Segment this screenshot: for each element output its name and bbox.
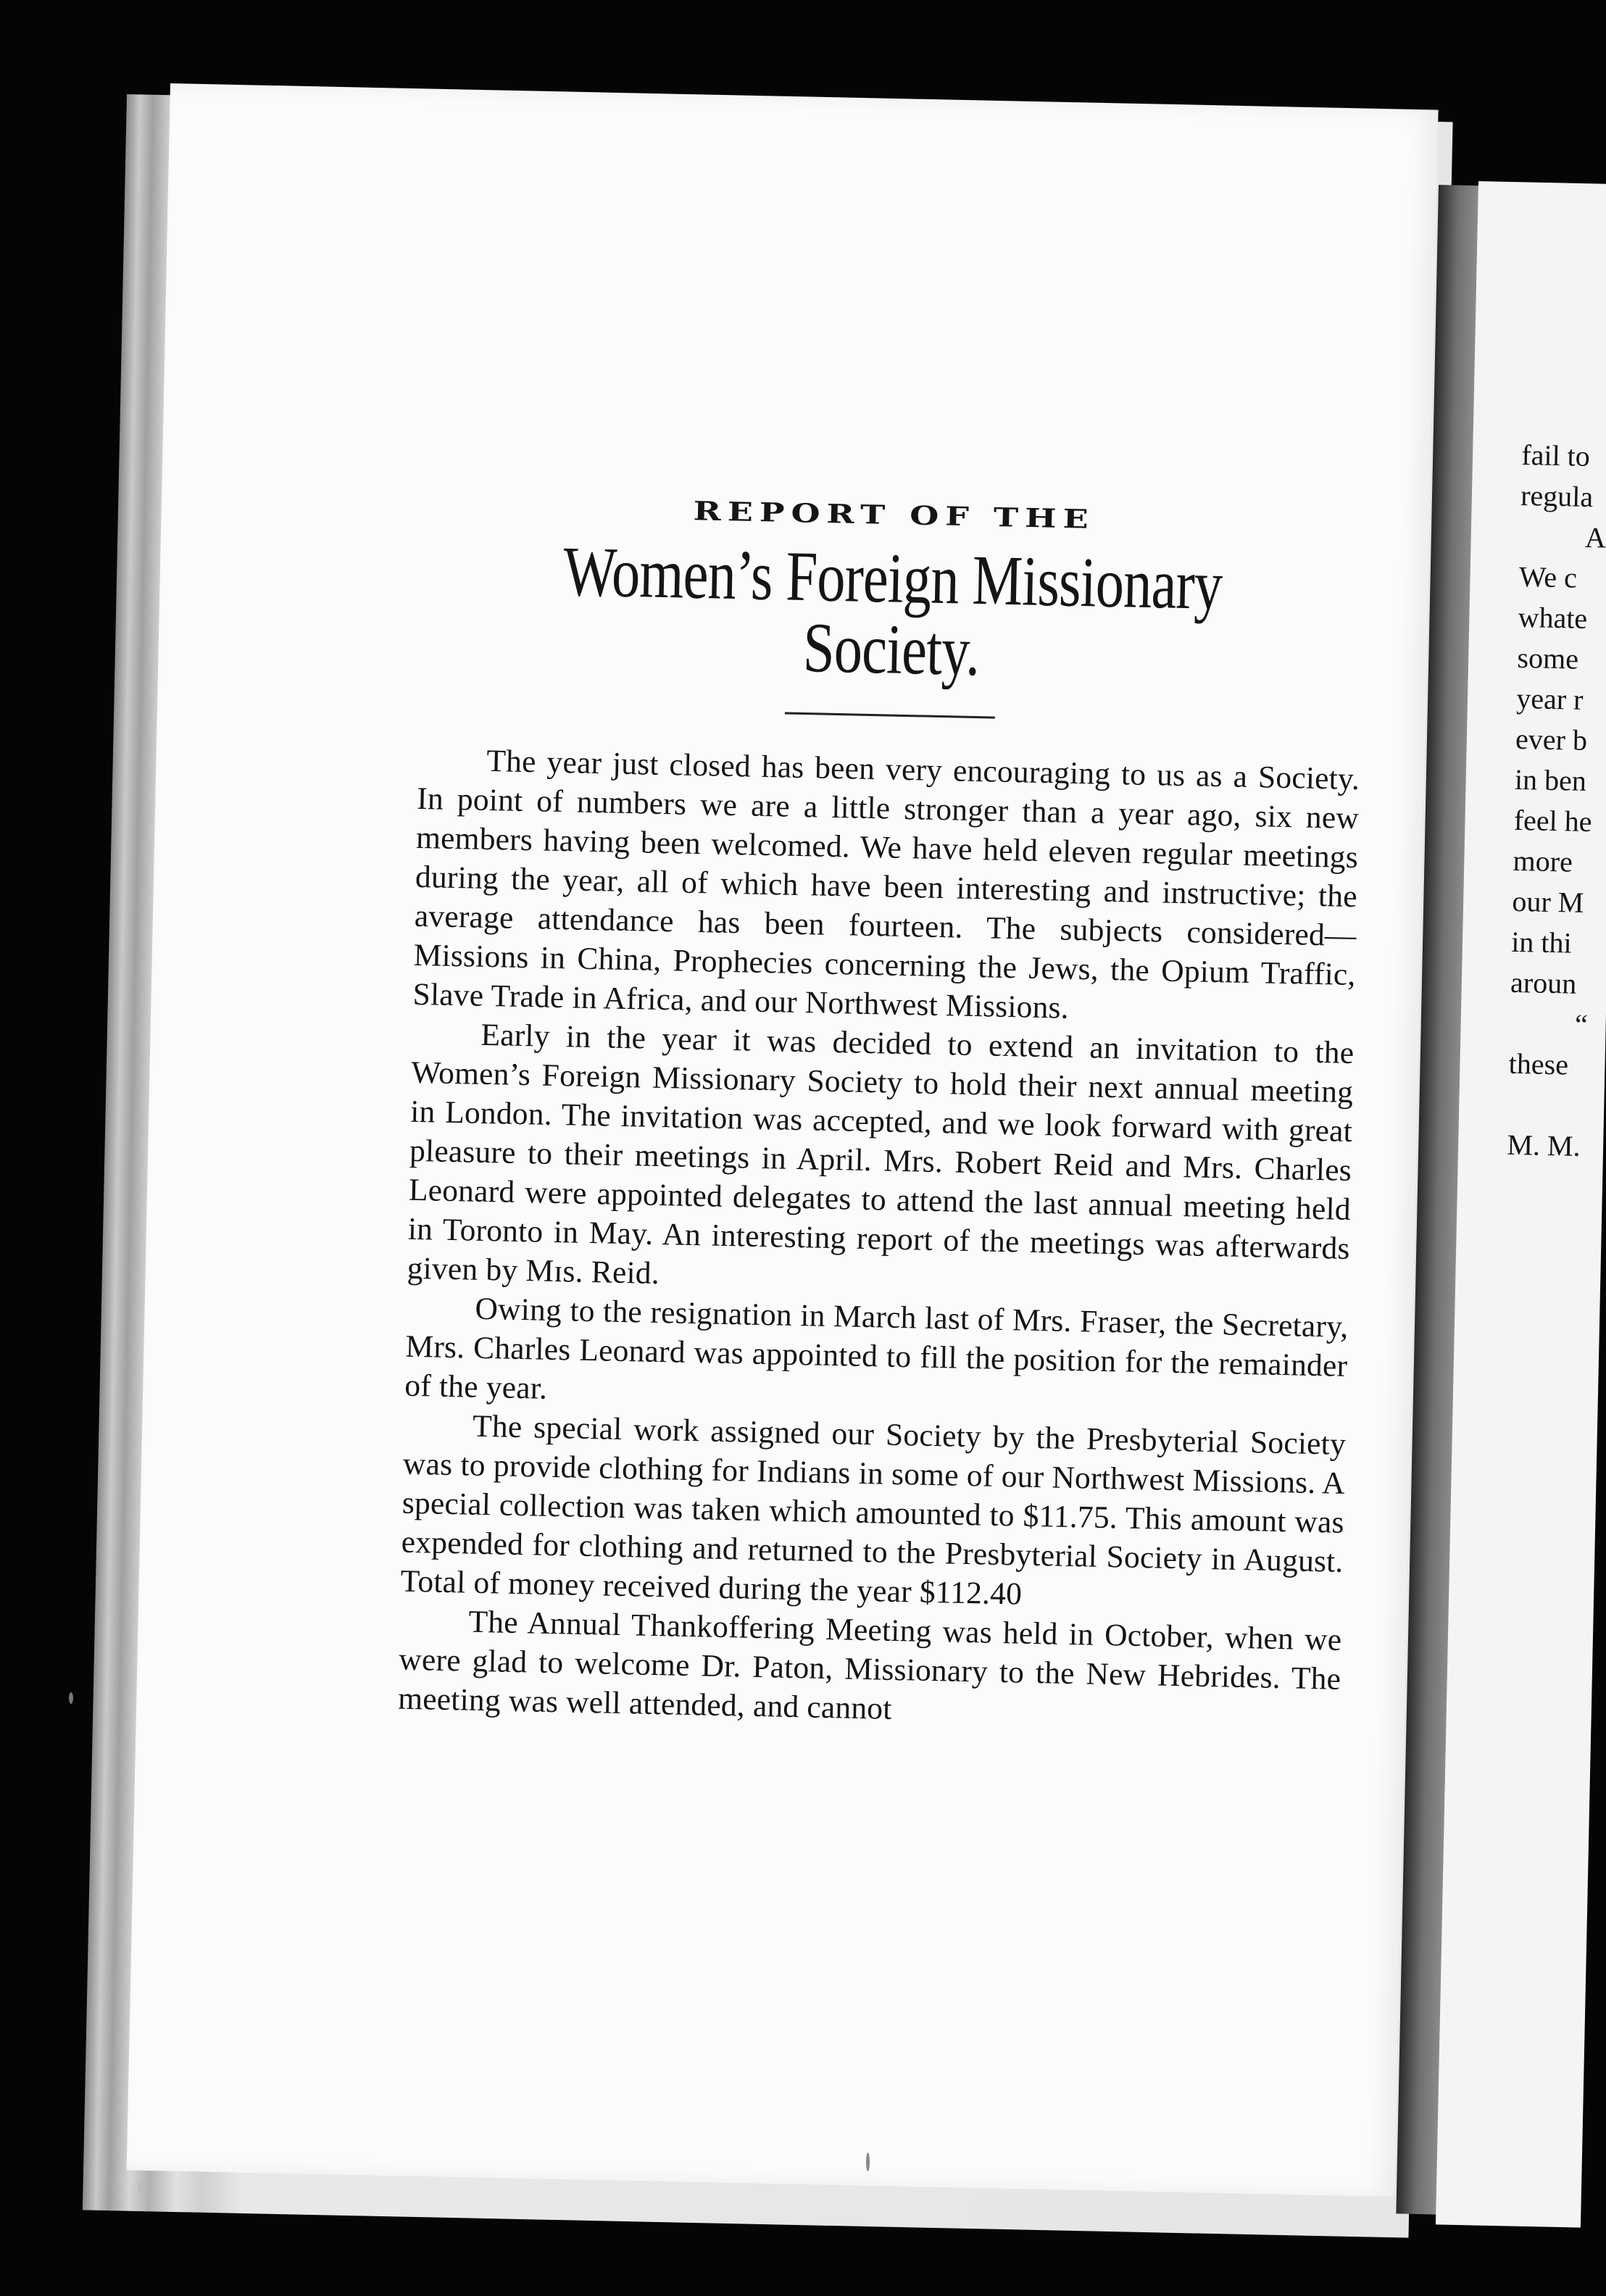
right-line: in ben <box>1514 762 1587 797</box>
paragraph-year-summary: The year just closed has been very encouraging to us as a Society. In point of numbers we are a little stronger than a year ago, six new members having been welcomed. We have held eleven regular meetings during the year, all of which have been interesting and instructive; the average attendance has been fourteen. The subjects considered—Missions in China, Prophecies concerning the Jews, the Opium Traffic, Slave Trade in Africa, and our Northwest Missions. <box>412 743 1360 1026</box>
society-title: Women’s Foreign Missionary Society. <box>562 533 1223 691</box>
right-line: more <box>1513 844 1573 878</box>
report-content <box>398 464 1366 1738</box>
dust-speck <box>69 1692 73 1704</box>
dust-speck <box>866 2152 870 2171</box>
right-line: ever b <box>1515 722 1588 757</box>
right-line: in thi <box>1510 925 1573 960</box>
right-line: these <box>1508 1047 1569 1081</box>
paragraph-special-work: The special work assigned our Society by the Presbyterial Society was to provide clothing for Indians in some of our Northwest Missions. A special collection was taken which amounted to $11.75. This amount was expended for clothing and returned to the Presbyterial Society in August. Total of money received during the year $112.40 <box>400 1408 1347 1612</box>
paragraph-invitation: Early in the year it was decided to extend an invitation to the Women’s Foreign Missionary Society to hold their next annual meeting in London. The invitation was accepted, and we look forward with great pleasure to their meetings in April. Mrs. Robert Reid and Mrs. Charles Leonard were appointed delegates to attend the last annual meeting held in Toronto in May. An interesting report of the meetings was afterwards given by Mɪs. Reid. <box>407 1017 1355 1292</box>
right-line: some <box>1517 641 1579 675</box>
right-line: A <box>1584 520 1606 554</box>
right-line: regula <box>1520 478 1594 514</box>
right-line: aroun <box>1510 965 1577 1000</box>
right-line: fail to <box>1520 438 1591 473</box>
right-line: feel he <box>1513 803 1593 839</box>
title-divider <box>785 712 995 719</box>
report-heading: REPORT OF THE <box>693 495 1096 535</box>
right-line: our M <box>1512 884 1584 919</box>
right-line: whate <box>1518 600 1588 635</box>
paragraph-thankoffering: The Annual Thankoffering Meeting was held in October, when we were glad to welcome Dr. Paton, Missionary to the New Hebrides. The meeting was well attended, and cannot <box>397 1604 1342 1726</box>
right-line: M. M. <box>1507 1128 1581 1162</box>
right-line: “ <box>1574 1007 1589 1041</box>
right-gap <box>1507 1084 1606 1127</box>
right-line: year r <box>1515 681 1584 716</box>
right-page-text <box>1507 435 1606 1168</box>
dust-speck <box>138 2181 145 2192</box>
paragraph-secretary: Owing to the resignation in March last of Mrs. Fraser, the Secretary, Mrs. Charles Leonard was appointed to fill the position for the remainder of the year. <box>404 1291 1349 1406</box>
right-line: We c <box>1518 560 1578 594</box>
